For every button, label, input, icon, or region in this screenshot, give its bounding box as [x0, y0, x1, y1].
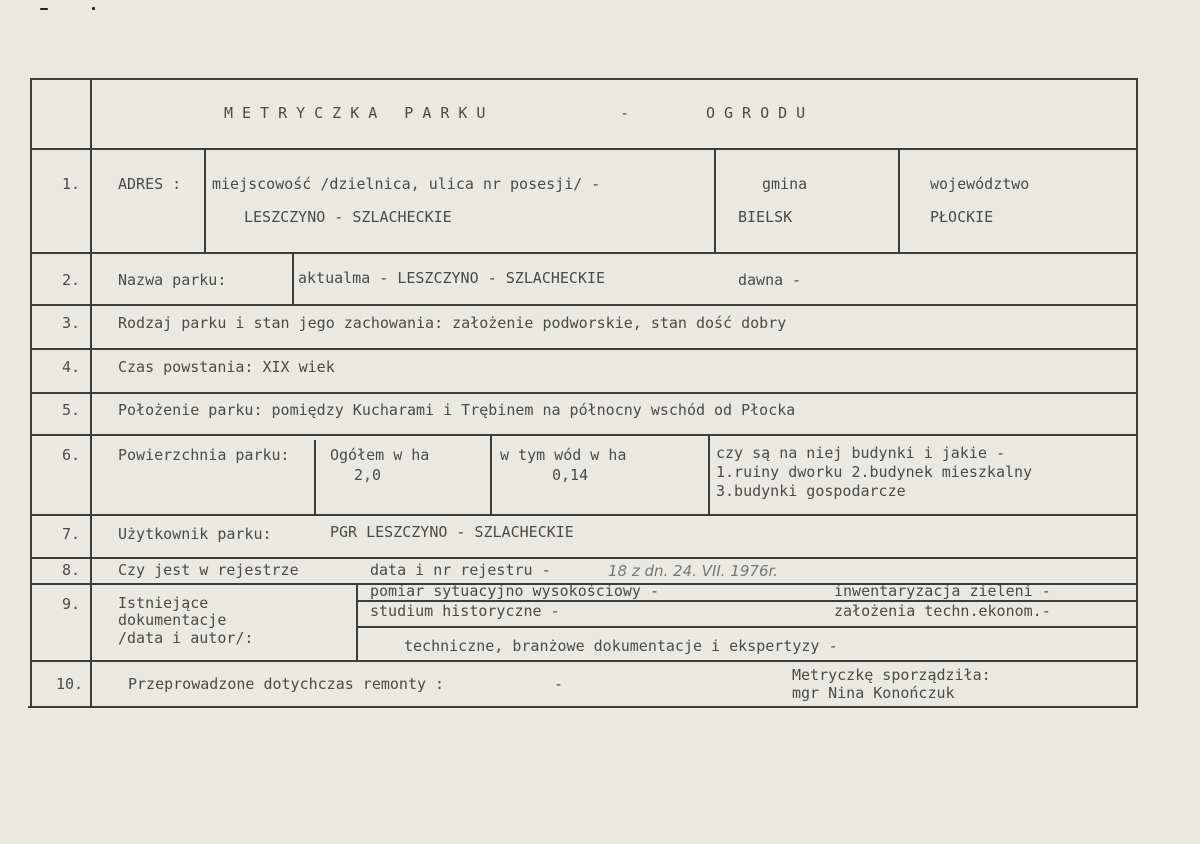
- prepared-by-name: mgr Nina Konończuk: [792, 684, 955, 702]
- row-number: 7.: [62, 525, 81, 543]
- register-handwritten-value: 18 z dn. 24. VII. 1976r.: [608, 562, 779, 580]
- row-number: 5.: [62, 401, 81, 419]
- row-number: 3.: [62, 314, 81, 332]
- cell-divider: [292, 252, 294, 304]
- row-number: 2.: [62, 271, 81, 289]
- row-divider: [30, 148, 1138, 150]
- border-top: [30, 78, 1138, 80]
- row-divider: [30, 392, 1138, 394]
- voivodeship-header: województwo: [930, 175, 1030, 193]
- water-area-value: 0,14: [552, 466, 589, 484]
- area-label: Powierzchnia parku:: [118, 446, 290, 464]
- title-dash: -: [620, 104, 630, 122]
- park-name-former: dawna -: [738, 271, 802, 289]
- cell-divider: [356, 583, 358, 660]
- gmina-header: gmina: [762, 175, 808, 193]
- prepared-by-label: Metryczkę sporządziła:: [792, 666, 991, 684]
- repairs-label: Przeprowadzone dotychczas remonty :: [128, 675, 445, 693]
- ink-mark: [92, 7, 95, 10]
- repairs-value: -: [554, 675, 564, 693]
- park-name-current: aktualma - LESZCZYNO - SZLACHECKIE: [298, 269, 606, 287]
- card-title-part2: OGRODU: [706, 104, 815, 122]
- doc-technical-expertise: techniczne, branżowe dokumentacje i ekspertyzy -: [404, 637, 838, 655]
- user-value: PGR LESZCZYNO - SZLACHECKIE: [330, 523, 574, 541]
- park-name-label: Nazwa parku:: [118, 271, 227, 289]
- row-number: 6.: [62, 446, 81, 464]
- documentation-label-3: /data i autor/:: [118, 629, 254, 647]
- buildings-line-2: 1.ruiny dworku 2.budynek mieszkalny: [716, 463, 1033, 481]
- address-label: ADRES :: [118, 175, 182, 193]
- row-divider: [30, 660, 1138, 662]
- row-number: 4.: [62, 358, 81, 376]
- row-divider: [30, 514, 1138, 516]
- cell-divider: [204, 148, 206, 252]
- ink-mark: [40, 8, 48, 10]
- row-number: 1.: [62, 175, 81, 193]
- gmina-value: BIELSK: [738, 208, 793, 226]
- user-label: Użytkownik parku:: [118, 525, 272, 543]
- row-divider: [30, 252, 1138, 254]
- buildings-line-3: 3.budynki gospodarcze: [716, 482, 906, 500]
- address-header: miejscowość /dzielnica, ulica nr posesji/ -: [212, 175, 601, 193]
- address-value: LESZCZYNO - SZLACHECKIE: [244, 208, 452, 226]
- border-bottom: [28, 706, 1138, 708]
- documentation-label-2: dokumentacje: [118, 611, 227, 629]
- row-divider: [30, 348, 1138, 350]
- location-text: Położenie parku: pomiędzy Kucharami i Trębinem na północny wschód od Płocka: [118, 401, 796, 419]
- row-number: 9.: [62, 595, 81, 613]
- documentation-label-1: Istniejące: [118, 594, 209, 612]
- buildings-line-1: czy są na niej budynki i jakie -: [716, 444, 1005, 462]
- cell-divider: [490, 434, 492, 514]
- row-number: 10.: [56, 675, 84, 693]
- register-date-label: data i nr rejestru -: [370, 561, 551, 579]
- cell-divider: [314, 440, 316, 514]
- row-divider: [30, 557, 1138, 559]
- row-divider: [30, 304, 1138, 306]
- cell-divider: [356, 626, 1136, 628]
- row-number: 8.: [62, 561, 81, 579]
- register-label: Czy jest w rejestrze: [118, 561, 299, 579]
- cell-divider: [898, 148, 900, 252]
- park-type-text: Rodzaj parku i stan jego zachowania: założenie podworskie, stan dość dobry: [118, 314, 787, 332]
- card-title-part1: METRYCZKA PARKU: [224, 104, 495, 122]
- doc-survey: pomiar sytuacyjno wysokościowy -: [370, 582, 659, 600]
- doc-historical-study: studium historyczne -: [370, 602, 560, 620]
- total-area-value: 2,0: [354, 466, 382, 484]
- doc-greenery-inventory: inwentaryzacja zieleni -: [834, 582, 1051, 600]
- voivodeship-value: PŁOCKIE: [930, 208, 994, 226]
- row-divider: [30, 434, 1138, 436]
- doc-tech-econ: założenia techn.ekonom.-: [834, 602, 1051, 620]
- total-area-label: Ogółem w ha: [330, 446, 430, 464]
- water-area-label: w tym wód w ha: [500, 446, 627, 464]
- cell-divider: [708, 434, 710, 514]
- cell-divider: [714, 148, 716, 252]
- creation-time-text: Czas powstania: XIX wiek: [118, 358, 335, 376]
